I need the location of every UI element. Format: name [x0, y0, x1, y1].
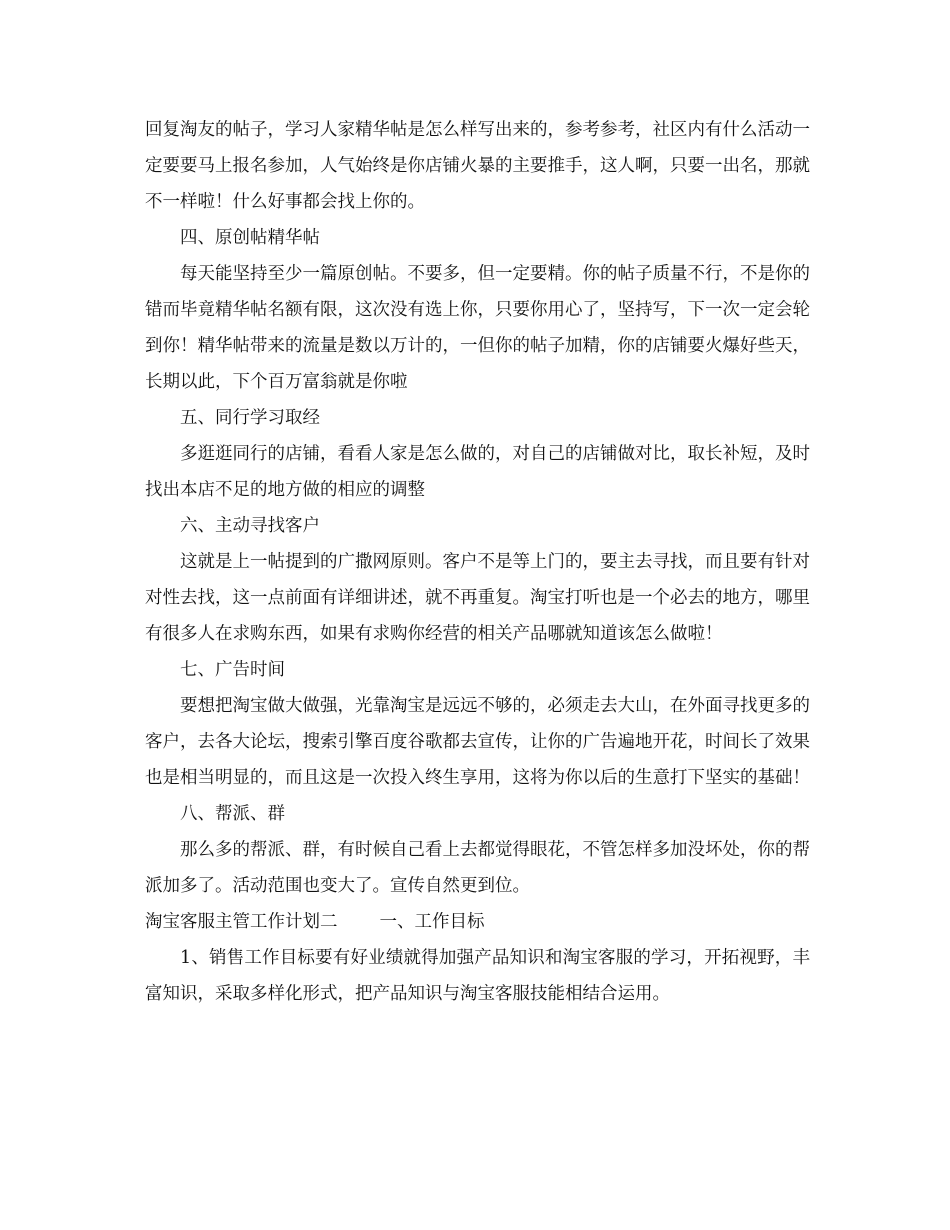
paragraph-section-5: 多逛逛同行的店铺，看看人家是怎么做的，对自己的店铺做对比，取长补短，及时找出本店不足的地方做的相应的调整	[145, 444, 810, 500]
plan-title: 淘宝客服主管工作计划二	[145, 912, 338, 932]
heading-section-5: 五、同行学习取经	[180, 408, 320, 428]
plan-title-line	[145, 904, 810, 940]
heading-section-8: 八、帮派、群	[180, 804, 285, 824]
heading-section-4: 四、原创帖精华帖	[180, 228, 320, 248]
paragraph-section-7: 要想把淘宝做大做强，光靠淘宝是远远不够的，必须走去大山，在外面寻找更多的客户，去各大论坛，搜索引擎百度谷歌都去宣传，让你的广告遍地开花，时间长了效果也是相当明显的，而且这是一次投入终生享用，这将为你以后的生意打下坚实的基础！	[145, 696, 810, 788]
paragraph-section-6: 这就是上一帖提到的广撒网原则。客户不是等上门的，要主去寻找，而且要有针对对性去找，这一点前面有详细讲述，就不再重复。淘宝打听也是一个必去的地方，哪里有很多人在求购东西，如果有求购你经营的相关产品哪就知道该怎么做啦！	[145, 552, 810, 644]
paragraph-section-4: 每天能坚持至少一篇原创帖。不要多，但一定要精。你的帖子质量不行，不是你的错而毕竟精华帖名额有限，这次没有选上你，只要你用心了，坚持写，下一次一定会轮到你！精华帖带来的流量是数以万计的，一但你的帖子加精，你的店铺要火爆好些天，长期以此，下个百万富翁就是你啦	[145, 264, 810, 392]
paragraph-section-8: 那么多的帮派、群，有时候自己看上去都觉得眼花，不管怎样多加没坏处，你的帮派加多了。活动范围也变大了。宣传自然更到位。	[145, 840, 810, 896]
document-page	[145, 112, 810, 1012]
heading-section-6: 六、主动寻找客户	[180, 516, 320, 536]
heading-section-7: 七、广告时间	[180, 660, 285, 680]
paragraph-sales-goal: 1、销售工作目标要有好业绩就得加强产品知识和淘宝客服的学习，开拓视野，丰富知识，采取多样化形式，把产品知识与淘宝客服技能相结合运用。	[145, 948, 810, 1004]
paragraph-intro: 回复淘友的帖子，学习人家精华帖是怎么样写出来的，参考参考，社区内有什么活动一定要要马上报名参加，人气始终是你店铺火暴的主要推手，这人啊，只要一出名，那就不一样啦！什么好事都会找上你的。	[145, 120, 810, 212]
plan-section-heading: 一、工作目标	[379, 912, 485, 932]
